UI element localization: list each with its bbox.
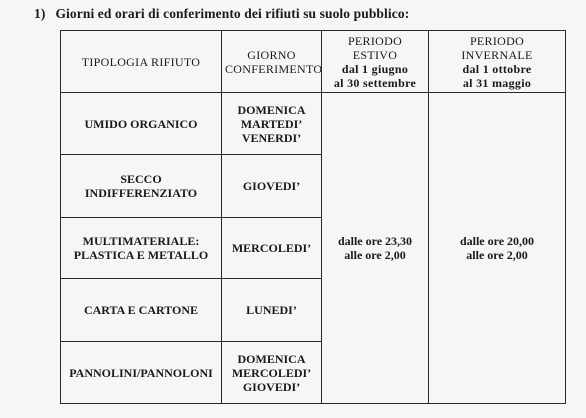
header-periodo-invernale: PERIODO INVERNALE dal 1 ottobre al 31 maggio <box>429 31 566 93</box>
section-number: 1) <box>34 6 46 21</box>
tipologia-cell: SECCO INDIFFERENZIATO <box>61 155 222 218</box>
header-tipologia: TIPOLOGIA RIFIUTO <box>61 31 222 93</box>
header-periodo-estivo: PERIODO ESTIVO dal 1 giugno al 30 settembre <box>322 31 429 93</box>
section-heading <box>34 6 409 22</box>
tipologia-cell: PANNOLINI/PANNOLONI <box>61 342 222 404</box>
giorno-cell: DOMENICA MARTEDI’ VENERDI’ <box>222 93 322 155</box>
giorno-cell: DOMENICA MERCOLEDI’ GIOVEDI’ <box>222 342 322 404</box>
giorno-cell: GIOVEDI’ <box>222 155 322 218</box>
section-title: Giorni ed orari di conferimento dei rifiuti su suolo pubblico: <box>55 6 410 21</box>
tipologia-cell: MULTIMATERIALE: PLASTICA E METALLO <box>61 218 222 279</box>
giorno-cell: LUNEDI’ <box>222 279 322 342</box>
header-giorno: GIORNO CONFERIMENTO <box>222 31 322 93</box>
orario-estivo-cell: dalle ore 23,30 alle ore 2,00 <box>322 93 429 404</box>
giorno-cell: MERCOLEDI’ <box>222 218 322 279</box>
orario-invernale-cell: dalle ore 20,00 alle ore 2,00 <box>429 93 566 404</box>
tipologia-cell: UMIDO ORGANICO <box>61 93 222 155</box>
tipologia-cell: CARTA E CARTONE <box>61 279 222 342</box>
table-row <box>61 93 566 155</box>
header-row <box>61 31 566 93</box>
schedule-table <box>60 30 566 404</box>
